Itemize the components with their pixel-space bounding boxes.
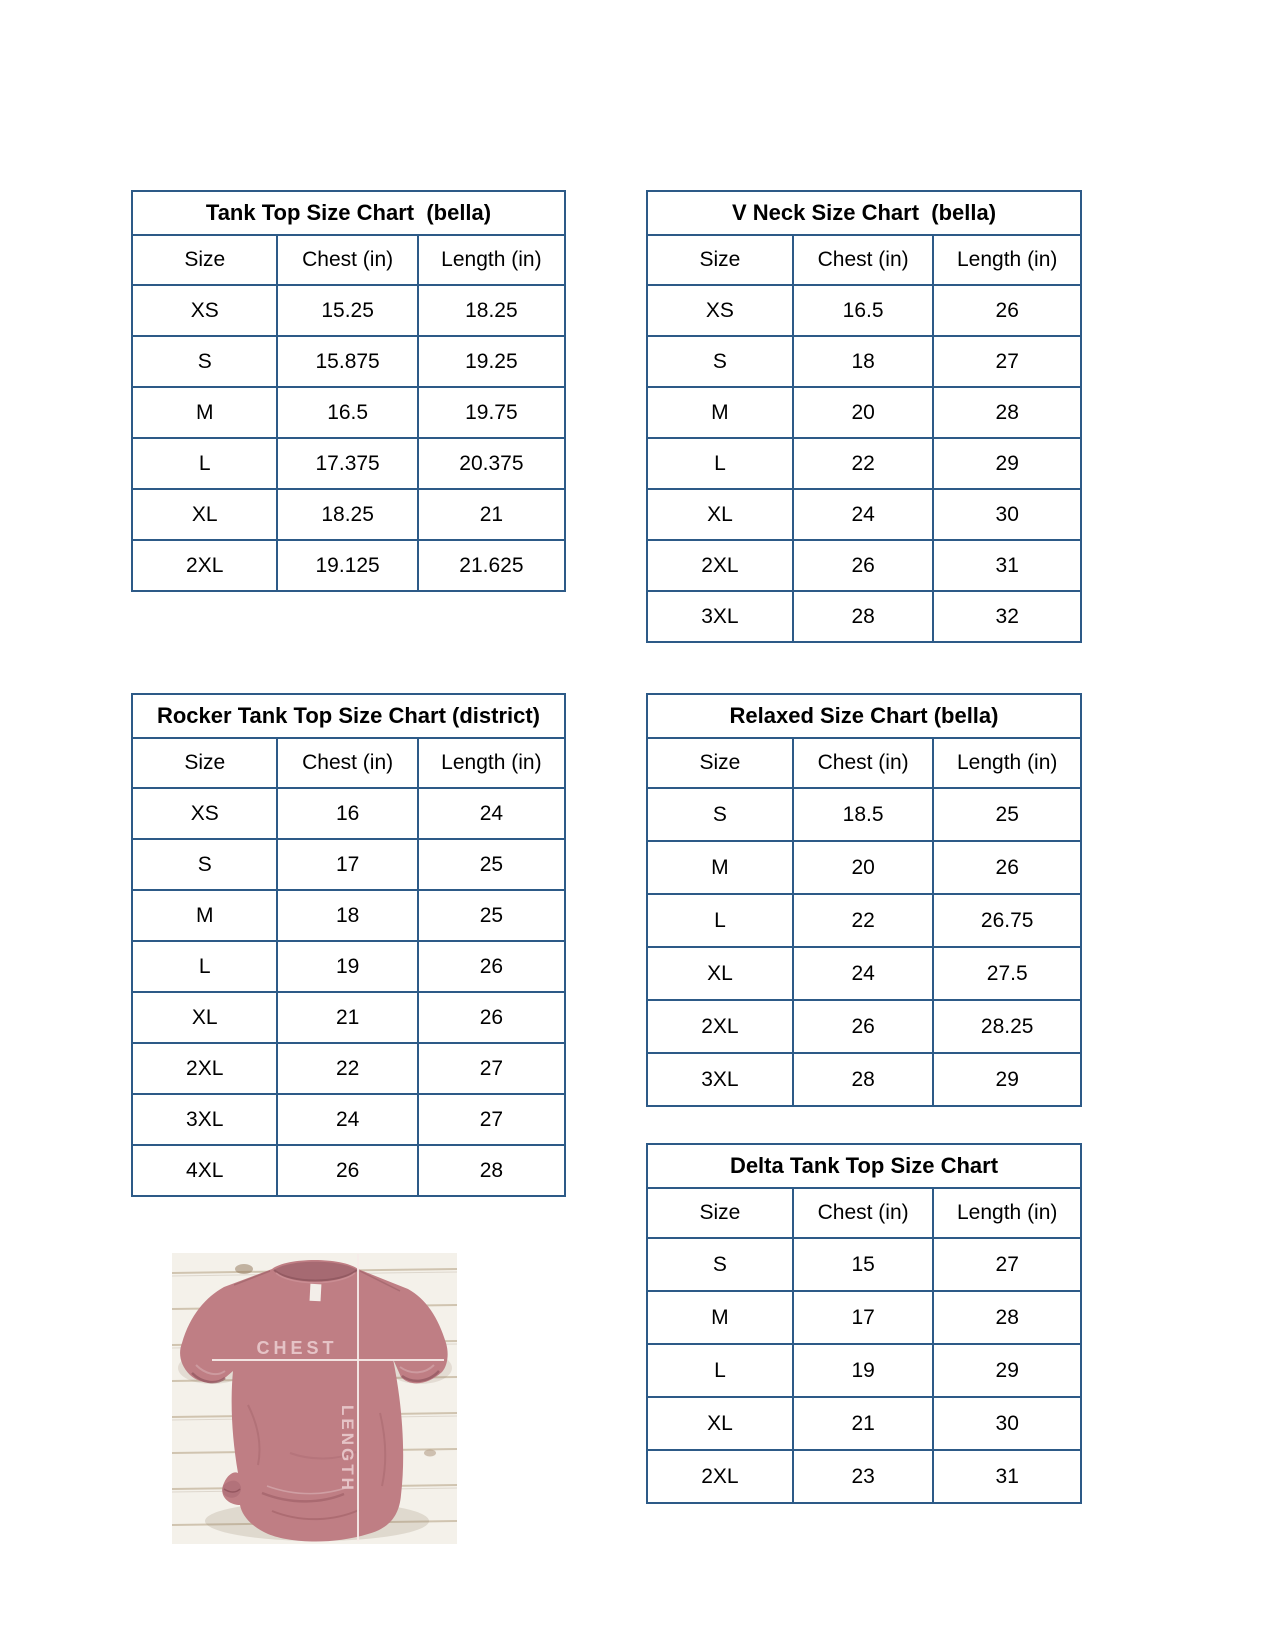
size-cell: M — [132, 387, 277, 438]
length-cell: 24 — [418, 788, 565, 839]
size-cell: 2XL — [132, 1043, 277, 1094]
neck-label — [310, 1284, 322, 1302]
chest-column-header: Chest (in) — [793, 235, 934, 285]
length-cell: 21.625 — [418, 540, 565, 591]
table-row — [132, 1094, 565, 1145]
length-cell: 26.75 — [933, 894, 1081, 947]
length-cell: 31 — [933, 1450, 1081, 1503]
table-row — [647, 1238, 1081, 1291]
chest-cell: 18 — [277, 890, 417, 941]
size-cell: 3XL — [647, 591, 793, 642]
length-cell: 28 — [933, 387, 1081, 438]
table-row — [132, 1043, 565, 1094]
size-cell: L — [647, 438, 793, 489]
size-cell: M — [647, 841, 793, 894]
length-cell: 25 — [933, 788, 1081, 841]
table-title: Delta Tank Top Size Chart — [647, 1144, 1081, 1188]
chest-column-header: Chest (in) — [277, 235, 417, 285]
length-cell: 19.75 — [418, 387, 565, 438]
table-row — [647, 1450, 1081, 1503]
chest-cell: 18.25 — [277, 489, 417, 540]
table-row — [647, 438, 1081, 489]
size-cell: 2XL — [132, 540, 277, 591]
size-cell: XL — [132, 489, 277, 540]
length-column-header: Length (in) — [418, 738, 565, 788]
table-header-row — [647, 235, 1081, 285]
table-row — [647, 489, 1081, 540]
table-row — [132, 438, 565, 489]
chest-cell: 24 — [793, 947, 934, 1000]
chest-cell: 26 — [793, 540, 934, 591]
length-cell: 29 — [933, 1344, 1081, 1397]
chest-cell: 15 — [793, 1238, 934, 1291]
length-cell: 28 — [933, 1291, 1081, 1344]
table-row — [132, 285, 565, 336]
table-row — [132, 1145, 565, 1196]
chest-column-header: Chest (in) — [277, 738, 417, 788]
table-title-row — [132, 191, 565, 235]
size-cell: 3XL — [132, 1094, 277, 1145]
chest-cell: 23 — [793, 1450, 934, 1503]
length-cell: 30 — [933, 489, 1081, 540]
length-cell: 27 — [933, 1238, 1081, 1291]
chest-column-header: Chest (in) — [793, 738, 934, 788]
chest-cell: 16 — [277, 788, 417, 839]
table-row — [132, 839, 565, 890]
table-title-row — [647, 1144, 1081, 1188]
size-cell: XL — [647, 489, 793, 540]
size-cell: S — [132, 839, 277, 890]
tank-top-size-table — [131, 190, 566, 592]
size-cell: XS — [132, 788, 277, 839]
length-label: LENGTH — [338, 1405, 357, 1493]
chest-cell: 26 — [793, 1000, 934, 1053]
chest-cell: 16.5 — [793, 285, 934, 336]
table-header-row — [132, 738, 565, 788]
length-cell: 25 — [418, 890, 565, 941]
table-header-row — [132, 235, 565, 285]
size-cell: XL — [647, 1397, 793, 1450]
table-header-row — [647, 1188, 1081, 1238]
table-row — [132, 489, 565, 540]
chest-cell: 15.875 — [277, 336, 417, 387]
length-column-header: Length (in) — [933, 235, 1081, 285]
length-cell: 19.25 — [418, 336, 565, 387]
table-row — [647, 1397, 1081, 1450]
size-cell: XL — [647, 947, 793, 1000]
size-cell: L — [647, 894, 793, 947]
size-column-header: Size — [647, 1188, 793, 1238]
size-cell: 4XL — [132, 1145, 277, 1196]
length-cell: 27.5 — [933, 947, 1081, 1000]
length-column-header: Length (in) — [933, 1188, 1081, 1238]
shirt-measurement-photo — [172, 1253, 457, 1544]
table-title: Relaxed Size Chart (bella) — [647, 694, 1081, 738]
chest-cell: 19 — [793, 1344, 934, 1397]
chest-label: CHEST — [256, 1338, 338, 1358]
length-cell: 27 — [418, 1094, 565, 1145]
size-column-header: Size — [132, 738, 277, 788]
chest-cell: 28 — [793, 591, 934, 642]
size-cell: 2XL — [647, 1450, 793, 1503]
size-cell: S — [647, 1238, 793, 1291]
size-column-header: Size — [647, 235, 793, 285]
size-cell: M — [647, 387, 793, 438]
table-row — [647, 1000, 1081, 1053]
size-cell: 2XL — [647, 540, 793, 591]
table-row — [647, 1344, 1081, 1397]
relaxed-size-table — [646, 693, 1082, 1107]
length-cell: 30 — [933, 1397, 1081, 1450]
length-cell: 20.375 — [418, 438, 565, 489]
table-row — [132, 890, 565, 941]
delta-tank-top-size-table — [646, 1143, 1082, 1504]
chest-cell: 21 — [277, 992, 417, 1043]
rocker-tank-top-size-table — [131, 693, 566, 1197]
table-row — [132, 540, 565, 591]
chest-cell: 20 — [793, 841, 934, 894]
chest-cell: 17 — [793, 1291, 934, 1344]
table-title-row — [132, 694, 565, 738]
table-row — [647, 788, 1081, 841]
size-column-header: Size — [132, 235, 277, 285]
length-cell: 28 — [418, 1145, 565, 1196]
length-cell: 32 — [933, 591, 1081, 642]
chest-cell: 22 — [277, 1043, 417, 1094]
table-row — [647, 1053, 1081, 1106]
length-cell: 26 — [933, 285, 1081, 336]
table-row — [132, 387, 565, 438]
chest-cell: 22 — [793, 438, 934, 489]
table-row — [647, 540, 1081, 591]
chest-cell: 18 — [793, 336, 934, 387]
chest-cell: 24 — [277, 1094, 417, 1145]
table-title-row — [647, 694, 1081, 738]
size-cell: L — [132, 941, 277, 992]
size-cell: XS — [132, 285, 277, 336]
length-cell: 21 — [418, 489, 565, 540]
size-column-header: Size — [647, 738, 793, 788]
table-header-row — [647, 738, 1081, 788]
length-cell: 31 — [933, 540, 1081, 591]
chest-cell: 16.5 — [277, 387, 417, 438]
table-row — [647, 894, 1081, 947]
chest-cell: 20 — [793, 387, 934, 438]
table-title: Rocker Tank Top Size Chart (district) — [132, 694, 565, 738]
size-cell: XL — [132, 992, 277, 1043]
table-title-row — [647, 191, 1081, 235]
length-cell: 27 — [933, 336, 1081, 387]
length-cell: 25 — [418, 839, 565, 890]
size-cell: S — [132, 336, 277, 387]
table-row — [132, 336, 565, 387]
size-cell: L — [647, 1344, 793, 1397]
chest-column-header: Chest (in) — [793, 1188, 934, 1238]
chest-cell: 22 — [793, 894, 934, 947]
length-cell: 26 — [933, 841, 1081, 894]
length-column-header: Length (in) — [933, 738, 1081, 788]
chest-cell: 28 — [793, 1053, 934, 1106]
table-row — [647, 591, 1081, 642]
table-row — [647, 841, 1081, 894]
size-cell: 2XL — [647, 1000, 793, 1053]
table-row — [647, 1291, 1081, 1344]
table-row — [132, 788, 565, 839]
length-column-header: Length (in) — [418, 235, 565, 285]
length-cell: 29 — [933, 1053, 1081, 1106]
table-row — [132, 992, 565, 1043]
length-cell: 18.25 — [418, 285, 565, 336]
table-row — [132, 941, 565, 992]
size-cell: L — [132, 438, 277, 489]
v-neck-size-table — [646, 190, 1082, 643]
chest-cell: 26 — [277, 1145, 417, 1196]
size-cell: M — [132, 890, 277, 941]
chest-cell: 17.375 — [277, 438, 417, 489]
table-row — [647, 947, 1081, 1000]
length-cell: 26 — [418, 992, 565, 1043]
length-cell: 28.25 — [933, 1000, 1081, 1053]
size-cell: M — [647, 1291, 793, 1344]
table-row — [647, 387, 1081, 438]
chest-cell: 18.5 — [793, 788, 934, 841]
size-cell: S — [647, 788, 793, 841]
table-title: V Neck Size Chart (bella) — [647, 191, 1081, 235]
length-cell: 29 — [933, 438, 1081, 489]
length-cell: 26 — [418, 941, 565, 992]
chest-cell: 15.25 — [277, 285, 417, 336]
chest-cell: 17 — [277, 839, 417, 890]
size-cell: XS — [647, 285, 793, 336]
chest-cell: 19.125 — [277, 540, 417, 591]
table-row — [647, 285, 1081, 336]
chest-cell: 21 — [793, 1397, 934, 1450]
size-cell: 3XL — [647, 1053, 793, 1106]
size-cell: S — [647, 336, 793, 387]
table-title: Tank Top Size Chart (bella) — [132, 191, 565, 235]
table-row — [647, 336, 1081, 387]
chest-cell: 24 — [793, 489, 934, 540]
chest-cell: 19 — [277, 941, 417, 992]
length-cell: 27 — [418, 1043, 565, 1094]
